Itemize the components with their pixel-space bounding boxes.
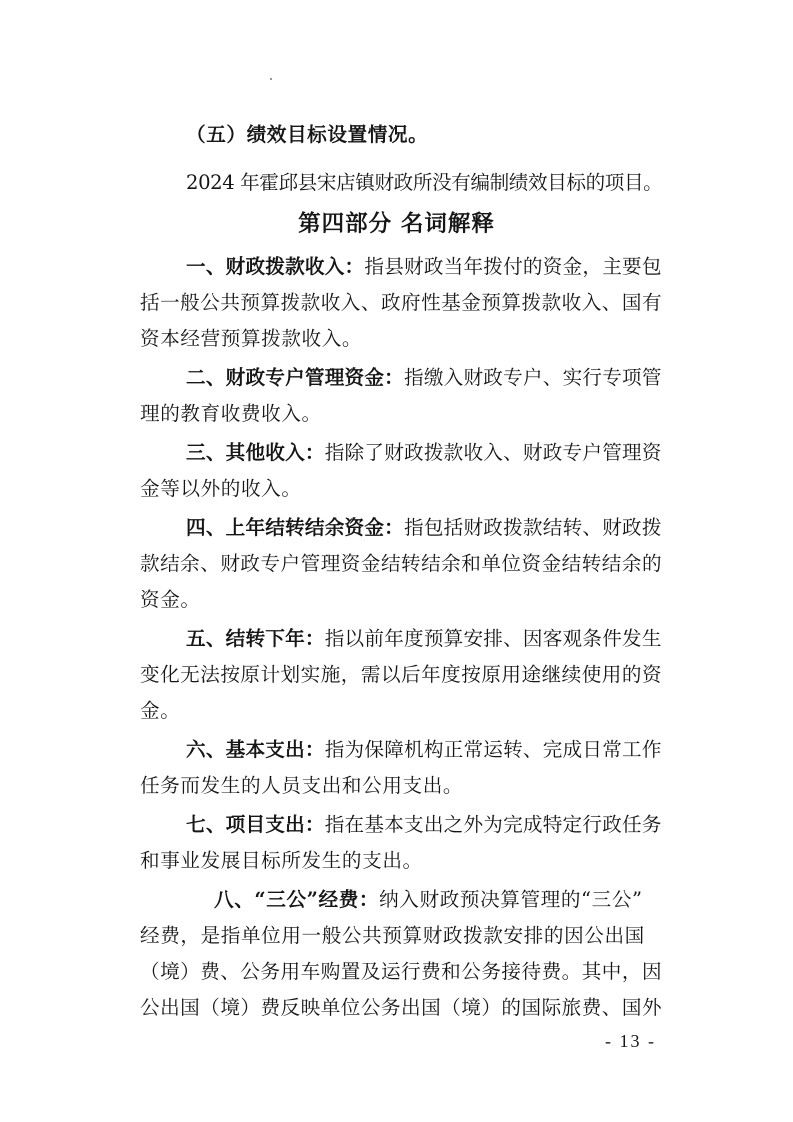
term-text: 指包括财政拨款结转、财政拨 [404,516,662,539]
term-text: 款结余、财政专户管理资金结转结余和单位资金结转结余的 [140,552,663,575]
term-paragraph-8 [214,883,643,917]
term-heading: 五、结转下年： [186,627,325,650]
term-text: 指缴入财政专户、实行专项管 [404,366,662,389]
term-text: 金。 [140,699,181,722]
term-paragraph-4 [186,511,662,545]
scan-speck [270,78,272,80]
term-text: 指在基本支出之外为完成特定行政任务 [324,813,662,836]
term-heading: 一、财政拨款收入： [186,255,365,278]
term-text: 指县财政当年拨付的资金，主要包 [364,255,662,278]
part-four-title: 第四部分 名词解释 [298,211,495,237]
term-text: 公出国（境）费反映单位公务出国（境）的国际旅费、国外 [140,996,663,1019]
term-heading: 三、其他收入： [186,441,325,464]
term-text: 资金。 [140,588,201,611]
term-paragraph-6 [186,733,662,767]
term-text: 任务而发生的人员支出和公用支出。 [140,774,464,797]
term-text: 理的教育收费收入。 [140,402,322,425]
term-text: 和事业发展目标所发生的支出。 [140,849,423,872]
term-heading: 六、基本支出： [186,738,325,761]
page-number: - 13 - [605,1031,656,1051]
term-text: 金等以外的收入。 [140,477,302,500]
term-paragraph-1 [186,250,662,284]
term-text: （境）费、公务用车购置及运行费和公务接待费。其中，因 [140,960,663,983]
term-text: 指为保障机构正常运转、完成日常工作 [324,738,662,761]
term-paragraph-2 [186,361,662,395]
term-text: 变化无法按原计划实施，需以后年度按原用途继续使用的资 [140,663,663,686]
term-text: 括一般公共预算拨款收入、政府性基金预算拨款收入、国有 [140,291,663,314]
term-heading: 七、项目支出： [186,813,325,836]
term-heading: 二、财政专户管理资金： [186,366,405,389]
term-heading: 八、“三公”经费： [214,888,380,911]
term-text: 指除了财政拨款收入、财政专户管理资 [324,441,662,464]
term-text: 经费，是指单位用一般公共预算财政拨款安排的因公出国 [140,924,645,947]
section-five-text: 2024 年霍邱县宋店镇财政所没有编制绩效目标的项目。 [186,171,663,194]
term-text: 资本经营预算拨款收入。 [140,327,363,350]
term-paragraph-3 [186,436,662,470]
term-heading: 四、上年结转结余资金： [186,516,405,539]
term-paragraph-5 [186,622,662,656]
term-text: 纳入财政预决算管理的“三公” [379,888,643,911]
section-five-heading: （五）绩效目标设置情况。 [186,123,429,146]
term-text: 指以前年度预算安排、因客观条件发生 [324,627,662,650]
term-paragraph-7 [186,808,662,842]
